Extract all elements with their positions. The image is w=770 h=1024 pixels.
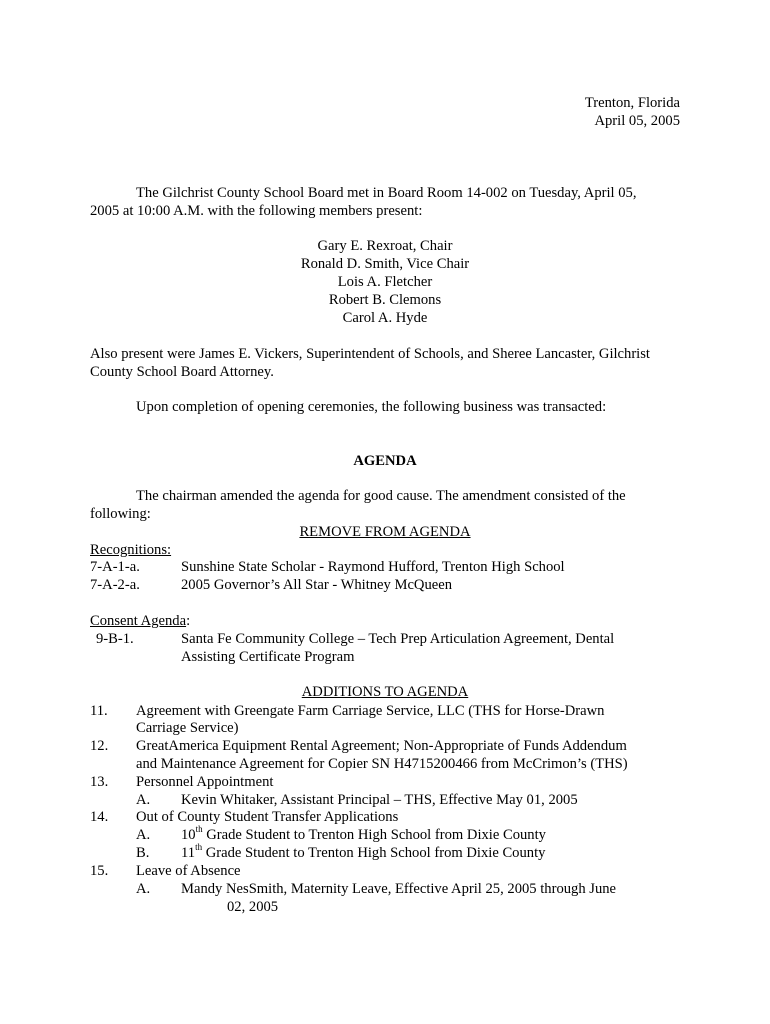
additions-to-agenda-heading: ADDITIONS TO AGENDA: [301, 684, 469, 700]
also-present-line-2: County School Board Attorney.: [90, 364, 274, 380]
agenda-item-text-line-1: GreatAmerica Equipment Rental Agreement; Non-Appropriate of Funds Addendum: [136, 738, 627, 754]
sub-item-text: [181, 826, 546, 844]
remove-from-agenda-heading: REMOVE FROM AGENDA: [299, 524, 471, 540]
recognition-text: Sunshine State Scholar - Raymond Hufford, Trenton High School: [181, 559, 565, 575]
agenda-item-text-line-1: Out of County Student Transfer Applications: [136, 809, 399, 825]
amendment-line-1: The chairman amended the agenda for good cause. The amendment consisted of the: [136, 488, 626, 504]
agenda-item-number: 12.: [90, 738, 109, 754]
opening-statement: Upon completion of opening ceremonies, the following business was transacted:: [136, 399, 607, 415]
header-date: April 05, 2005: [594, 113, 680, 129]
ordinal-number: 11: [181, 845, 196, 861]
sub-item-text-line-1: Mandy NesSmith, Maternity Leave, Effective April 25, 2005 through June: [181, 881, 617, 897]
recognition-number: 7-A-2-a.: [90, 577, 140, 593]
agenda-item-text-line-1: Agreement with Greengate Farm Carriage Service, LLC (THS for Horse-Drawn: [136, 703, 605, 719]
sub-item-text-line-2: 02, 2005: [227, 899, 279, 915]
consent-item-text-line-2: Assisting Certificate Program: [181, 649, 355, 665]
agenda-item-text-line-2: and Maintenance Agreement for Copier SN H4715200466 from McCrimon’s (THS): [136, 756, 628, 772]
amendment-line-2: following:: [90, 506, 151, 522]
consent-item-text-line-1: Santa Fe Community College – Tech Prep Articulation Agreement, Dental: [181, 631, 615, 647]
sub-item-text-rest: Grade Student to Trenton High School from Dixie County: [202, 827, 546, 843]
ordinal-number: 10: [181, 827, 196, 843]
sub-item-text: [181, 844, 545, 862]
sub-item-letter: A.: [136, 881, 151, 897]
agenda-item-text-line-2: Carriage Service): [136, 720, 239, 736]
header-location: Trenton, Florida: [584, 95, 680, 111]
member-name: Ronald D. Smith, Vice Chair: [300, 256, 470, 272]
recognition-number: 7-A-1-a.: [90, 559, 140, 575]
ordinal-suffix: th: [195, 842, 203, 853]
intro-line-1: The Gilchrist County School Board met in Board Room 14-002 on Tuesday, April 05,: [136, 185, 637, 201]
sub-item-letter: A.: [136, 792, 151, 808]
agenda-item-number: 11.: [90, 703, 108, 719]
agenda-item-number: 14.: [90, 809, 109, 825]
consent-item-number: 9-B-1.: [96, 631, 134, 647]
sub-item-text-rest: Grade Student to Trenton High School from Dixie County: [202, 845, 546, 861]
sub-item-letter: B.: [136, 845, 150, 861]
member-name: Lois A. Fletcher: [337, 274, 433, 290]
member-name: Carol A. Hyde: [342, 310, 428, 326]
member-name: Gary E. Rexroat, Chair: [317, 238, 453, 254]
intro-line-2: 2005 at 10:00 A.M. with the following members present:: [90, 203, 423, 219]
agenda-item-text-line-1: Leave of Absence: [136, 863, 241, 879]
sub-item-text: Kevin Whitaker, Assistant Principal – THS, Effective May 01, 2005: [181, 792, 578, 808]
also-present-line-1: Also present were James E. Vickers, Superintendent of Schools, and Sheree Lancaster, Gilchrist: [90, 346, 650, 362]
consent-agenda-label-text: Consent Agenda: [90, 613, 187, 629]
ordinal-suffix: th: [195, 824, 203, 835]
agenda-item-number: 13.: [90, 774, 109, 790]
member-name: Robert B. Clemons: [328, 292, 442, 308]
recognitions-label: Recognitions:: [90, 542, 172, 558]
consent-agenda-label: [90, 612, 190, 630]
consent-agenda-colon: :: [186, 613, 191, 629]
sub-item-letter: A.: [136, 827, 151, 843]
agenda-item-text-line-1: Personnel Appointment: [136, 774, 274, 790]
agenda-heading: AGENDA: [353, 453, 417, 469]
recognition-text: 2005 Governor’s All Star - Whitney McQueen: [181, 577, 453, 593]
agenda-item-number: 15.: [90, 863, 109, 879]
